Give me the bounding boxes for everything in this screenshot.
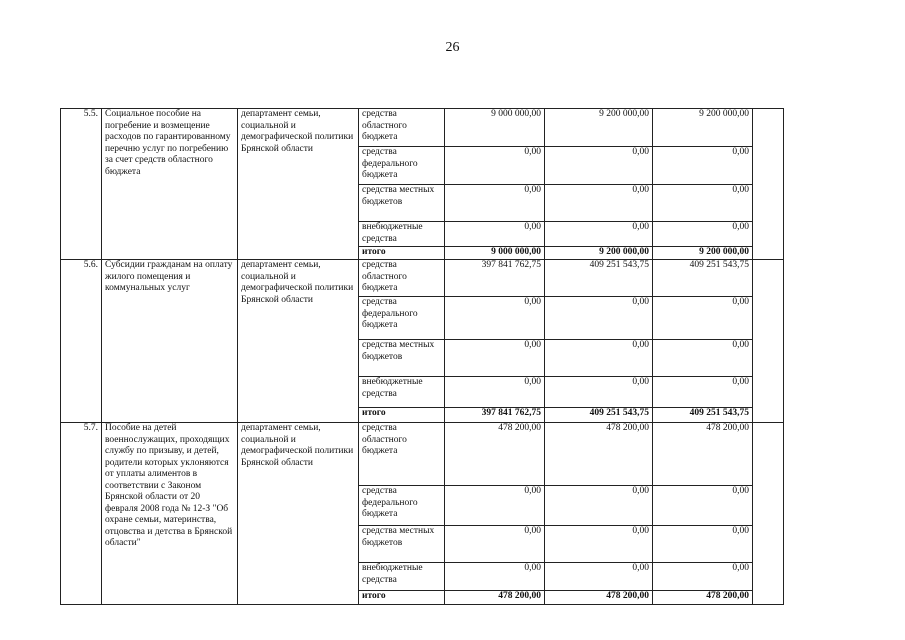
amount-year-1: 0,00 [445, 147, 545, 185]
measure-name: Пособие на детей военнослужащих, проходящих службу по призыву, и детей, родители которых уклоняются от уплаты алиментов в соответствии с Законом Брянской области от 20 февраля 2008 года № 12-З "Об охране семьи, материнства, отцовства и детства в Брянской области" [102, 423, 238, 605]
amount-year-2: 0,00 [545, 147, 653, 185]
amount-year-1: 0,00 [445, 377, 545, 408]
amount-year-2: 0,00 [545, 486, 653, 526]
amount-year-1: 0,00 [445, 486, 545, 526]
empty-cell [753, 423, 784, 605]
amount-year-2: 0,00 [545, 185, 653, 222]
empty-cell [753, 109, 784, 260]
amount-year-3: 0,00 [653, 377, 753, 408]
amount-year-3: 0,00 [653, 563, 753, 591]
amount-year-2: 478 200,00 [545, 591, 653, 605]
amount-year-3: 0,00 [653, 222, 753, 247]
amount-year-3: 9 200 000,00 [653, 109, 753, 147]
department: департамент семьи, социальной и демографической политики Брянской области [238, 423, 359, 605]
amount-year-3: 9 200 000,00 [653, 247, 753, 260]
amount-year-2: 409 251 543,75 [545, 408, 653, 423]
measure-name: Социальное пособие на погребение и возмещение расходов по гарантированному перечню услуг по погребению за счет средств областного бюджета [102, 109, 238, 260]
amount-year-2: 9 200 000,00 [545, 109, 653, 147]
amount-year-2: 0,00 [545, 340, 653, 377]
amount-year-1: 397 841 762,75 [445, 260, 545, 297]
funding-source: средства федерального бюджета [359, 147, 445, 185]
section-row [61, 109, 784, 147]
funding-source: внебюджетные средства [359, 222, 445, 247]
amount-year-3: 409 251 543,75 [653, 260, 753, 297]
funding-source: итого [359, 408, 445, 423]
amount-year-1: 0,00 [445, 222, 545, 247]
funding-source: итого [359, 591, 445, 605]
amount-year-2: 0,00 [545, 297, 653, 340]
amount-year-2: 0,00 [545, 563, 653, 591]
amount-year-3: 0,00 [653, 147, 753, 185]
amount-year-1: 9 000 000,00 [445, 109, 545, 147]
funding-source: средства федерального бюджета [359, 297, 445, 340]
funding-source: средства областного бюджета [359, 260, 445, 297]
amount-year-2: 0,00 [545, 526, 653, 563]
empty-cell [753, 260, 784, 423]
amount-year-3: 0,00 [653, 486, 753, 526]
section-number: 5.7. [61, 423, 102, 605]
amount-year-3: 0,00 [653, 297, 753, 340]
amount-year-3: 0,00 [653, 185, 753, 222]
amount-year-1: 0,00 [445, 526, 545, 563]
funding-source: средства областного бюджета [359, 423, 445, 486]
department: департамент семьи, социальной и демографической политики Брянской области [238, 109, 359, 260]
amount-year-1: 478 200,00 [445, 591, 545, 605]
section-row [61, 423, 784, 486]
measure-name: Субсидии гражданам на оплату жилого помещения и коммунальных услуг [102, 260, 238, 423]
section-number: 5.6. [61, 260, 102, 423]
funding-source: средства местных бюджетов [359, 526, 445, 563]
amount-year-1: 0,00 [445, 340, 545, 377]
amount-year-3: 409 251 543,75 [653, 408, 753, 423]
funding-source: внебюджетные средства [359, 377, 445, 408]
section-number: 5.5. [61, 109, 102, 260]
funding-source: внебюджетные средства [359, 563, 445, 591]
amount-year-3: 0,00 [653, 526, 753, 563]
department: департамент семьи, социальной и демографической политики Брянской области [238, 260, 359, 423]
amount-year-3: 478 200,00 [653, 423, 753, 486]
section-row [61, 260, 784, 297]
amount-year-1: 0,00 [445, 563, 545, 591]
amount-year-2: 478 200,00 [545, 423, 653, 486]
budget-table [60, 108, 784, 605]
amount-year-1: 397 841 762,75 [445, 408, 545, 423]
page-number: 26 [445, 40, 460, 55]
amount-year-1: 0,00 [445, 185, 545, 222]
amount-year-3: 0,00 [653, 340, 753, 377]
amount-year-1: 9 000 000,00 [445, 247, 545, 260]
amount-year-3: 478 200,00 [653, 591, 753, 605]
funding-source: средства областного бюджета [359, 109, 445, 147]
amount-year-2: 0,00 [545, 377, 653, 408]
amount-year-2: 0,00 [545, 222, 653, 247]
funding-source: средства местных бюджетов [359, 340, 445, 377]
amount-year-1: 478 200,00 [445, 423, 545, 486]
amount-year-1: 0,00 [445, 297, 545, 340]
funding-source: средства местных бюджетов [359, 185, 445, 222]
funding-source: средства федерального бюджета [359, 486, 445, 526]
amount-year-2: 409 251 543,75 [545, 260, 653, 297]
funding-source: итого [359, 247, 445, 260]
amount-year-2: 9 200 000,00 [545, 247, 653, 260]
